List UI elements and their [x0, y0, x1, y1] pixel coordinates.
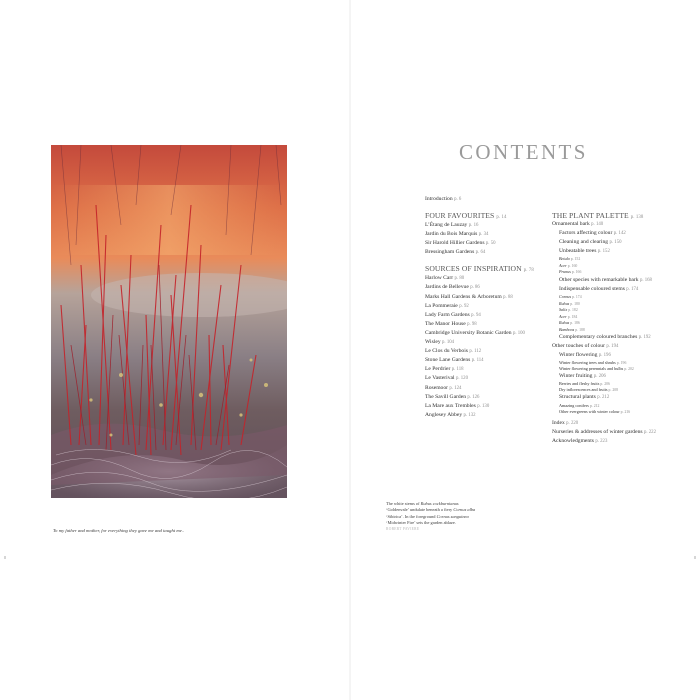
toc-page-ref: p. 188 — [575, 327, 585, 332]
toc-page-ref: p. 174 — [626, 286, 639, 292]
toc-page-ref: p. 138 — [630, 215, 644, 220]
toc-page-ref: p. 118 — [451, 367, 464, 373]
winter-garden-photo — [51, 145, 287, 498]
toc-page-ref: p. 216 — [620, 409, 631, 414]
dedication: To my father and mother, for everything they gave me and taught me.. — [53, 528, 185, 533]
toc-page-ref: p. 98 — [467, 321, 477, 327]
toc-page-ref: p. 120 — [455, 376, 468, 382]
photo-credit: ROBERT PAVIERE — [386, 527, 420, 532]
toc-page-ref: p. 208 — [608, 388, 619, 393]
caption-text: ‘Goldenvale’ undulate beneath a fiery — [386, 507, 454, 513]
toc-page-ref: p. 6 — [454, 197, 462, 202]
photo-caption — [386, 501, 506, 532]
toc-page-ref: p. 100 — [512, 330, 525, 336]
toc-subentry[interactable] — [552, 238, 692, 247]
toc-label: Ornamental bark — [552, 221, 590, 227]
toc-label: Rubus — [559, 300, 570, 306]
toc-label: Amazing conifers — [559, 402, 589, 408]
toc-entry[interactable] — [425, 329, 550, 338]
page-title: CONTENTS — [459, 140, 588, 164]
toc-label: Le Perdrier — [425, 366, 451, 373]
toc-label: Wisley — [425, 339, 441, 346]
toc-introduction[interactable] — [425, 195, 461, 204]
toc-label: Complementary coloured branches — [559, 334, 638, 341]
toc-label: La Pommeraie — [425, 302, 458, 309]
toc-subentry[interactable] — [552, 229, 692, 238]
toc-subentry[interactable] — [552, 372, 692, 381]
toc-page-ref: p. 168 — [639, 277, 652, 283]
toc-label: Unbeatable trees — [559, 248, 597, 255]
toc-entry-index[interactable] — [552, 419, 692, 428]
section-heading-sources[interactable] — [425, 264, 550, 273]
toc-page-ref: p. 186 — [570, 321, 580, 326]
toc-entry[interactable] — [425, 384, 550, 393]
toc-page-ref: p. 86 — [470, 285, 480, 291]
toc-entry[interactable] — [425, 356, 550, 365]
page-edge-mark-left — [4, 556, 6, 559]
toc-page-ref: p. 152 — [570, 257, 581, 262]
toc-page-ref: p. 182 — [568, 308, 578, 313]
toc-page-ref: p. 184 — [567, 314, 578, 319]
section-heading-four-favourites[interactable] — [425, 211, 550, 220]
toc-entry-other-touches[interactable] — [552, 342, 692, 351]
toc-label: Marks Hall Gardens & Arboretum — [425, 293, 502, 300]
toc-label: Le Clos du Verbois — [425, 348, 468, 355]
toc-label: Lady Farm Gardens — [425, 311, 470, 318]
toc-label: Berries and fleshy fruits — [559, 381, 600, 387]
toc-label: La Mare aux Trembles — [425, 402, 476, 409]
toc-page-ref: p. 192 — [638, 335, 651, 341]
toc-page-ref: p. 152 — [597, 249, 610, 255]
toc-page-ref: p. 196 — [598, 353, 611, 359]
caption-text: ‘Midwinter Fire’ sets the garden ablaze. — [386, 519, 456, 525]
toc-label: Winter flowering — [559, 352, 598, 359]
toc-label: Bamboos — [559, 326, 575, 332]
toc-page-ref: p. 212 — [597, 395, 610, 401]
toc-entry[interactable] — [425, 347, 550, 356]
toc-page-ref: p. 194 — [606, 344, 619, 350]
toc-label: Structural plants — [559, 394, 596, 401]
toc-entry[interactable] — [425, 239, 550, 248]
toc-label: Winter flowering trees and shrubs — [559, 360, 616, 366]
toc-subentry[interactable] — [552, 285, 692, 294]
toc-entry[interactable] — [425, 293, 550, 302]
caption-text: ‘Sibirica’. In the foreground — [386, 513, 437, 519]
toc-label: Other evergreens with winter colour — [559, 408, 620, 414]
toc-page-ref: p. 78 — [523, 268, 534, 274]
toc-label: Anglesey Abbey — [425, 411, 463, 418]
toc-page-ref: p. 180 — [570, 301, 580, 306]
toc-entry[interactable] — [425, 274, 550, 283]
toc-page-ref: p. 220 — [566, 420, 579, 426]
toc-entry[interactable] — [425, 221, 550, 230]
caption-species: Cornus alba — [453, 507, 476, 513]
toc-label: Sir Harold Hillier Gardens — [425, 240, 485, 247]
toc-label: Harlow Carr — [425, 275, 454, 282]
toc-page-ref: p. 196 — [616, 361, 627, 366]
toc-right-column — [552, 211, 692, 446]
toc-label: Betula — [559, 256, 570, 262]
toc-entry[interactable] — [425, 411, 550, 420]
toc-label: Introduction — [425, 196, 453, 202]
toc-label: Bressingham Gardens — [425, 249, 475, 256]
toc-label: Winter fruiting — [559, 373, 593, 380]
toc-page-ref: p. 34 — [478, 232, 489, 238]
toc-subentry[interactable] — [552, 276, 692, 285]
toc-entry[interactable] — [425, 338, 550, 347]
toc-label: Cornus — [559, 294, 572, 300]
toc-page-ref: p. 114 — [471, 358, 484, 364]
book-gutter — [349, 0, 351, 700]
toc-entry-acknowledgments[interactable] — [552, 437, 692, 446]
toc-page-ref: p. 14 — [496, 215, 507, 220]
toc-label: Acer — [559, 313, 567, 319]
toc-label: Le Vasterival — [425, 375, 455, 382]
toc-label: Other species with remarkable bark — [559, 276, 639, 283]
toc-subentry[interactable] — [552, 351, 692, 360]
toc-page-ref: p. 94 — [471, 312, 481, 318]
toc-label: Cleaning and clearing — [559, 239, 609, 246]
toc-label: L’Étang de Lauzay — [425, 222, 468, 228]
toc-page-ref: p. 126 — [467, 394, 480, 400]
toc-label: Rubus — [559, 320, 570, 326]
toc-entry[interactable] — [425, 320, 550, 329]
toc-page-ref: p. 150 — [609, 240, 622, 246]
toc-label: Other touches of colour — [552, 343, 605, 350]
toc-label: Cambridge University Botanic Garden — [425, 329, 512, 336]
toc-page-ref: p. 212 — [589, 403, 600, 408]
toc-label: Acknowledgments — [552, 437, 594, 444]
toc-label: Salix — [559, 307, 568, 313]
toc-page-ref: p. 130 — [477, 403, 490, 409]
toc-label: The Savill Garden — [425, 393, 467, 400]
toc-entry[interactable] — [425, 248, 550, 257]
toc-subentry[interactable] — [552, 333, 692, 342]
toc-label: Acer — [559, 262, 567, 268]
toc-label: Jardin du Bois Marquis — [425, 231, 478, 238]
toc-label: Dry inflorescences and fruits — [559, 387, 608, 393]
toc-label: The Manor House — [425, 320, 466, 327]
toc-page-ref: p. 140 — [591, 222, 604, 227]
page-edge-mark-right — [694, 556, 696, 559]
toc-page-ref: p. 223 — [595, 438, 608, 444]
toc-entry-ornamental-bark[interactable] — [552, 220, 692, 229]
toc-page-ref: p. 160 — [567, 263, 578, 268]
toc-label: Indispensable coloured stems — [559, 285, 625, 292]
toc-label: Index — [552, 419, 565, 426]
toc-page-ref: p. 64 — [475, 250, 486, 256]
toc-subentry[interactable] — [552, 393, 692, 402]
toc-page-ref: p. 222 — [643, 429, 656, 435]
toc-left-column — [425, 211, 550, 420]
toc-page-ref: p. 80 — [454, 276, 465, 282]
caption-text: The white stems of — [386, 501, 421, 506]
toc-label: Nurseries & addresses of winter gardens — [552, 428, 643, 435]
toc-page-ref: p. 174 — [572, 295, 582, 300]
toc-entry[interactable] — [425, 230, 550, 239]
toc-entry[interactable] — [425, 402, 550, 411]
toc-page-ref: p. 132 — [463, 412, 476, 418]
toc-page-ref: p. 92 — [459, 303, 469, 309]
toc-label: Factors affecting colour — [559, 230, 613, 237]
toc-page-ref: p. 112 — [469, 349, 482, 355]
toc-page-ref: p. 206 — [600, 382, 610, 387]
toc-entry[interactable] — [425, 302, 550, 311]
toc-page-ref: p. 16 — [468, 223, 479, 228]
caption-species: Cornus sanguinea — [436, 513, 469, 519]
section-heading-plant-palette[interactable] — [552, 211, 692, 220]
toc-page-ref: p. 206 — [593, 374, 606, 380]
toc-label: Winter flowering perennials and bulbs — [559, 366, 624, 372]
section-heading-label: THE PLANT PALETTE — [552, 211, 629, 220]
toc-page-ref: p. 124 — [449, 385, 462, 391]
toc-page-ref: p. 142 — [613, 231, 626, 237]
toc-page-ref: p. 202 — [624, 367, 634, 372]
toc-label: Prunus — [559, 269, 571, 275]
toc-page-ref: p. 104 — [442, 340, 455, 346]
toc-entry[interactable] — [425, 393, 550, 402]
section-heading-label: FOUR FAVOURITES — [425, 211, 495, 220]
toc-entry-nurseries[interactable] — [552, 428, 692, 437]
toc-page-ref: p. 50 — [485, 241, 496, 247]
toc-subentry[interactable] — [552, 247, 692, 256]
toc-entry[interactable] — [425, 283, 550, 292]
toc-entry[interactable] — [425, 311, 550, 320]
toc-page-ref: p. 166 — [571, 270, 582, 275]
toc-label: Jardins de Bellevue — [425, 284, 469, 291]
toc-label: Rosemoor — [425, 384, 448, 391]
toc-entry[interactable] — [425, 365, 550, 374]
section-heading-label: SOURCES OF INSPIRATION — [425, 264, 522, 274]
toc-label: Stone Lane Gardens — [425, 357, 471, 364]
toc-entry[interactable] — [425, 374, 550, 383]
caption-species: Rubus cockburnianus — [420, 501, 459, 506]
toc-page-ref: p. 88 — [503, 294, 513, 300]
